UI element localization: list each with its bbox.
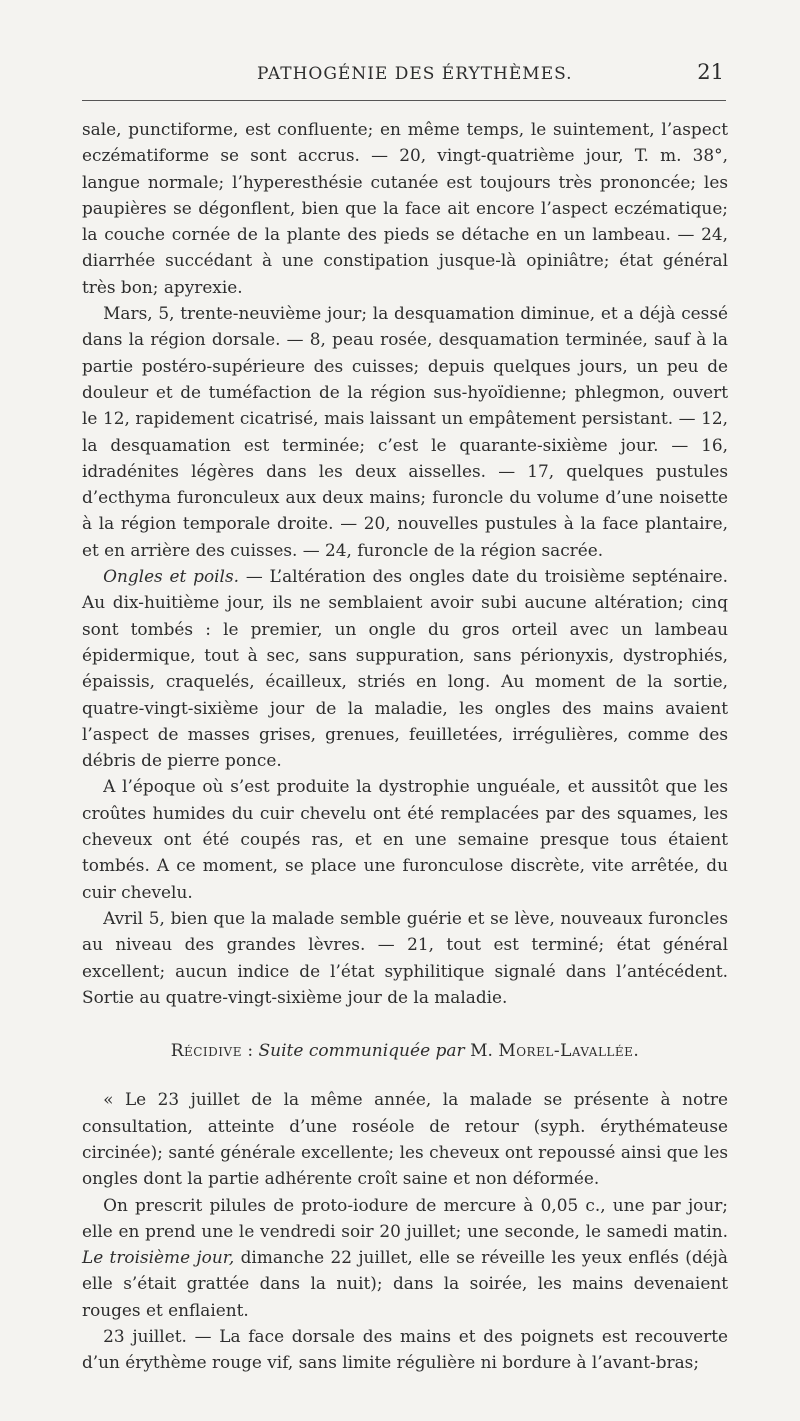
paragraph: 23 juillet. — La face dorsale des mains et des poignets est recouverte d’un érythème rouge vif, sans limite régulière ni bordure à l’avant-bras; bbox=[82, 1326, 728, 1373]
header-rule bbox=[82, 100, 726, 101]
paragraph-text: — L’altération des ongles date du troisième septénaire. Au dix-huitième jour, ils ne semblaient avoir subi aucune altération; cinq sont tombés : le premier, un ongle du gros orteil avec un lambeau épidermique, tout à sec, sans suppuration, sans périonyxis, dystrophiés, épaissis, craquelés, écailleux, striés en long. Au moment de la sortie, quatre-vingt-sixième jour de la maladie, les ongles des mains avaient l’aspect de masses grises, grenues, feuilletées, irrégulières, comme des débris de pierre ponce. bbox=[82, 566, 728, 771]
page-header bbox=[82, 58, 726, 88]
paragraph-italic: Le troisième jour, bbox=[82, 1247, 235, 1268]
paragraph-text: On prescrit pilules de proto-iodure de mercure à 0,05 c., une par jour; elle en prend une le vendredi soir 20 juillet; une seconde, le samedi matin. bbox=[82, 1194, 728, 1241]
heading-author: Morel-Lavallée. bbox=[498, 1041, 640, 1062]
page-number: 21 bbox=[697, 60, 724, 84]
body-text bbox=[82, 116, 728, 1376]
heading-italic: Suite communiquée par bbox=[258, 1041, 465, 1062]
paragraph bbox=[82, 1192, 728, 1323]
paragraph bbox=[82, 563, 728, 773]
running-title: PATHOGÉNIE DES ÉRYTHÈMES. bbox=[257, 64, 573, 84]
heading-m: M. bbox=[464, 1041, 499, 1062]
paragraph: sale, punctiforme, est confluente; en même temps, le suintement, l’aspect eczématiforme se sont accrus. — 20, vingt-quatrième jour, T. m. 38°, langue normale; l’hyperesthésie cutanée est toujours très prononcée; les paupières se dégonflent, bien que la face ait encore l’aspect eczématique; la couche cornée de la plante des pieds se détache en un lambeau. — 24, diarrhée succédant à une constipation jusque-là opiniâtre; état général très bon; apyrexie. bbox=[82, 119, 728, 297]
paragraph: Mars, 5, trente-neuvième jour; la desquamation diminue, et a déjà cessé dans la région dorsale. — 8, peau rosée, desquamation terminée, sauf à la partie postéro-supérieure des cuisses; depuis quelques jours, un peu de douleur et de tuméfaction de la région sus-hyoïdienne; phlegmon, ouvert le 12, rapidement cicatrisé, mais laissant un empâtement persistant. — 12, la desquamation est terminée; c’est le quarante-sixième jour. — 16, idradénites légères dans les deux aisselles. — 17, quelques pustules d’ecthyma furonculeux aux deux mains; furoncle du volume d’une noisette à la région temporale droite. — 20, nouvelles pustules à la face plantaire, et en arrière des cuisses. — 24, furoncle de la région sacrée. bbox=[82, 303, 728, 560]
paragraph: Avril 5, bien que la malade semble guérie et se lève, nouveaux furoncles au niveau des grandes lèvres. — 21, tout est terminé; état général excellent; aucun indice de l’état syphilitique signalé dans l’antécédent. Sortie au quatre-vingt-sixième jour de la maladie. bbox=[82, 907, 728, 1007]
paragraph: « Le 23 juillet de la même année, la malade se présente à notre consultation, atteinte d’une roséole de retour (syph. érythémateuse circinée); santé générale excellente; les cheveux ont repoussé ainsi que les ongles dont la partie adhérente croît saine et non déformée. bbox=[82, 1089, 728, 1189]
paragraph: A l’époque où s’est produite la dystrophie unguéale, et aussitôt que les croûtes humides du cuir chevelu ont été remplacées par des squames, les cheveux ont été coupés ras, et en une semaine presque tous étaient tombés. A ce moment, se place une furonculose discrète, vite arrêtée, du cuir chevelu. bbox=[82, 776, 728, 902]
heading-separator: : bbox=[241, 1041, 259, 1062]
heading-recidive: Récidive bbox=[170, 1041, 242, 1062]
section-heading bbox=[82, 1038, 728, 1064]
paragraph-text: dimanche 22 juillet, elle se réveille les yeux enflés (déjà elle s’était grattée dans la nuit); dans la soirée, les mains devenaient rouges et enflaient. bbox=[82, 1247, 728, 1320]
paragraph-lead-italic: Ongles et poils. bbox=[103, 566, 239, 587]
